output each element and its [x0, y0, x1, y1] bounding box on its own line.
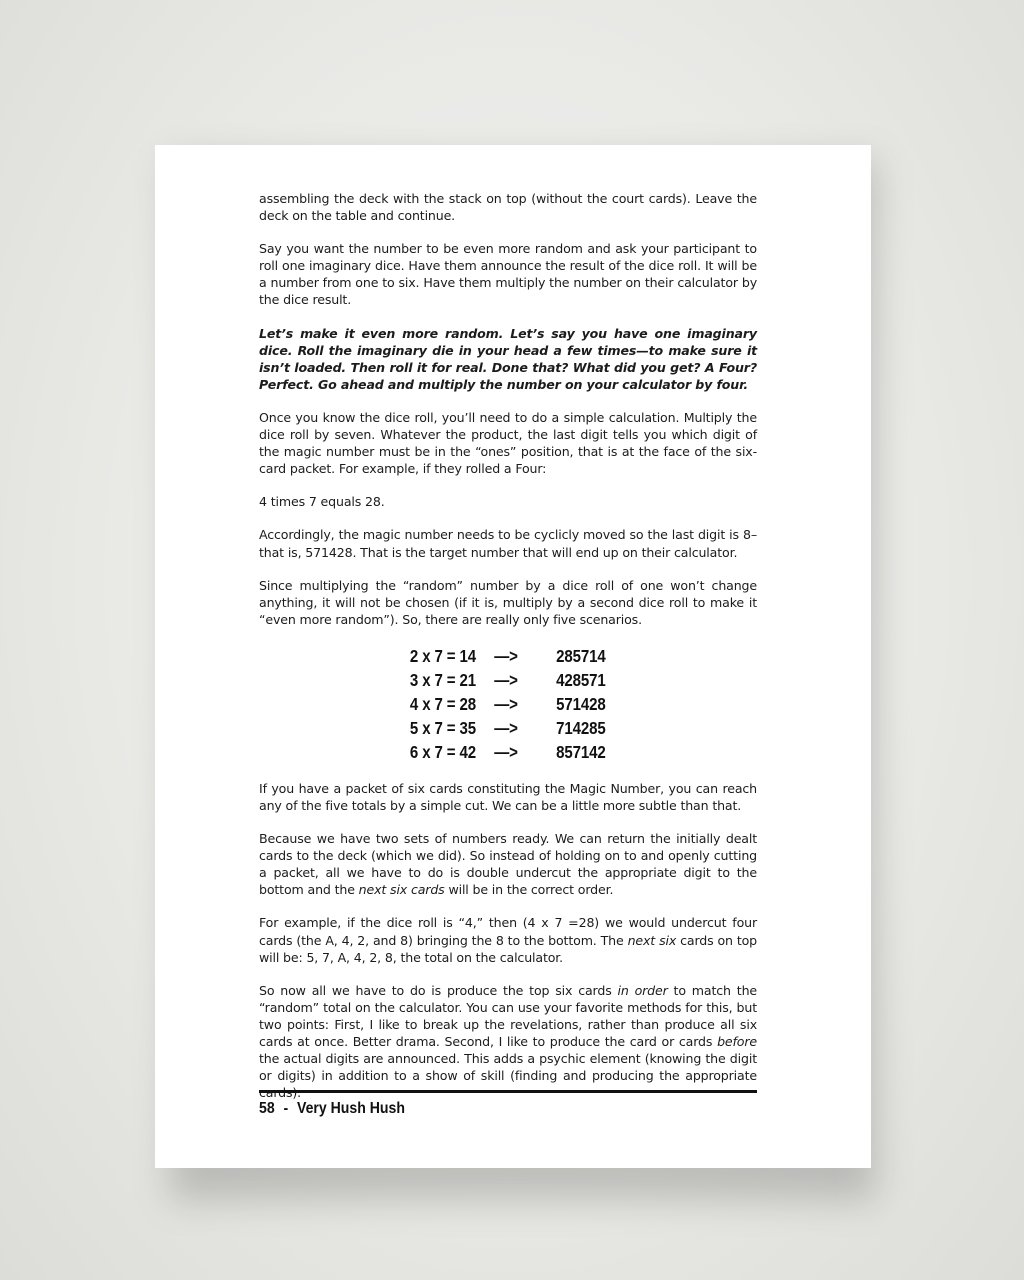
page-number: 58 [259, 1100, 275, 1117]
paragraph-11 [259, 982, 757, 1102]
calc-equation: 4 x 7 = 28 [410, 693, 477, 714]
text-run: Because we have two sets of numbers ready. We can return the initially dealt cards to the deck (which we did). So instead of holding on to and openly cutting a packet, all we have to do is double undercut the appropriate digit to the bottom and the [259, 831, 757, 898]
calc-result: 428571 [556, 669, 606, 690]
calc-row [410, 668, 606, 692]
paragraph-5: 4 times 7 equals 28. [259, 494, 385, 510]
book-page [155, 145, 871, 1168]
footer-rule [259, 1090, 757, 1093]
text-run: For example, if the dice roll is “4,” then (4 x 7 =28) we would undercut four cards (the A, 4, 2, and 8) bringing the 8 to the bottom. The [259, 915, 757, 948]
text-run: to match the “random” total on the calculator. You can use your favorite methods for this, but two points: First, I like to break up the revelations, rather than produce all six cards at once. Better drama. Second, I like to produce the card or cards [259, 982, 757, 1049]
paragraph-6: Accordingly, the magic number needs to be cyclicly moved so the last digit is 8– that is, 571428. That is the target number that will end up on their calculator. [259, 527, 757, 560]
paragraph-1: assembling the deck with the stack on top (without the court cards). Leave the deck on the table and continue. [259, 191, 757, 224]
paragraph-4: Once you know the dice roll, you’ll need to do a simple calculation. Multiply the dice roll by seven. Whatever the product, the last digit tells you which digit of the magic number must be in the “ones” position, that is at the face of the six-card packet. For example, if they rolled a Four: [259, 409, 757, 477]
paragraph-8: If you have a packet of six cards constituting the Magic Number, you can reach any of the five totals by a simple cut. We can be a little more subtle than that. [259, 780, 757, 813]
emphasis: before [717, 1034, 757, 1049]
calc-row [410, 692, 606, 716]
calc-result: 571428 [556, 693, 606, 714]
calc-result: 714285 [556, 717, 606, 738]
calc-arrow: —> [494, 693, 519, 714]
paragraph-3-patter: Let’s make it even more random. Let’s say you have one imaginary dice. Roll the imaginary die in your head a few times—to make sure it isn’t loaded. Then roll it for real. Done that? What did you get? A Four? Perfect. Go ahead and multiply the number on your calculator by four. [259, 325, 757, 392]
calc-row [410, 644, 606, 668]
calc-equation: 5 x 7 = 35 [410, 717, 477, 738]
body-text [259, 190, 757, 1117]
page-footer [259, 1100, 405, 1118]
text-run: the actual digits are announced. This adds a psychic element (knowing the digit or digits) in addition to a show of skill (finding and producing the appropriate [259, 1051, 757, 1084]
emphasis: next six cards [358, 882, 445, 898]
calculation-table [410, 644, 606, 764]
paragraph-7: Since multiplying the “random” number by a dice roll of one won’t change anything, it will not be chosen (if it is, multiply by a second dice roll to make it “even more random”). So, there are really only five scenarios. [259, 577, 757, 627]
calc-arrow: —> [494, 645, 519, 666]
text-run: cards on top will be: 5, 7, A, 4, 2, 8, the total on the calculator. [259, 932, 758, 965]
text-run: will be in the correct order. [444, 882, 614, 898]
calc-equation: 6 x 7 = 42 [410, 741, 477, 762]
text-run: So now all we have to do is produce the top six cards [259, 982, 618, 998]
emphasis: next six [627, 932, 677, 948]
calc-arrow: —> [494, 717, 519, 738]
calc-equation: 2 x 7 = 14 [410, 645, 477, 666]
book-title: Very Hush Hush [296, 1100, 405, 1117]
calc-arrow: —> [494, 669, 519, 690]
footer-separator: - [283, 1100, 289, 1117]
calc-arrow: —> [494, 741, 519, 762]
paragraph-2: Say you want the number to be even more random and ask your participant to roll one imaginary dice. Have them announce the result of the dice roll. It will be a number from one to six. Have them multiply the number on their calculator by the dice result. [259, 241, 757, 308]
calc-result: 857142 [556, 741, 606, 762]
calc-row [410, 740, 606, 764]
calc-row [410, 716, 606, 740]
calc-result: 285714 [556, 645, 606, 666]
paragraph-10 [259, 914, 757, 965]
emphasis: in order [617, 982, 668, 998]
paragraph-9 [259, 830, 757, 898]
calc-equation: 3 x 7 = 21 [410, 669, 477, 690]
